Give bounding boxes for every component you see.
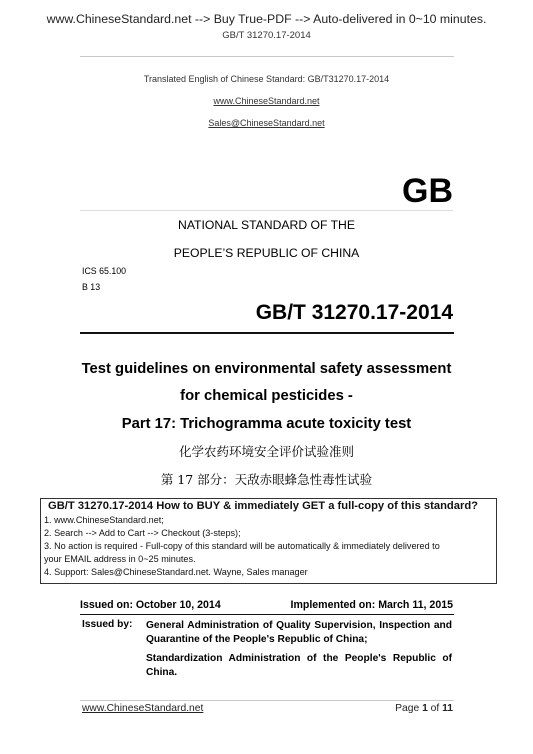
page-prefix: Page [395, 703, 423, 714]
purchase-step-1: 1. www.ChineseStandard.net; [44, 515, 164, 525]
national-standard-line2: PEOPLE’S REPUBLIC OF CHINA [173, 246, 360, 260]
classification-code: B 13 [82, 282, 101, 292]
email-link[interactable]: Sales@ChineseStandard.net [208, 118, 325, 128]
translated-note: Translated English of Chinese Standard: GB/T31270.17-2014 [143, 74, 390, 84]
footer-divider [80, 700, 454, 701]
purchase-box-title: GB/T 31270.17-2014 How to BUY & immediately GET a full-copy of this standard? [48, 500, 478, 512]
page-total: 11 [442, 703, 453, 714]
gb-logo: GB [402, 172, 453, 210]
page-current: 1 [422, 703, 428, 714]
chinese-title-1: 化学农药环境安全评价试验准则 [178, 444, 354, 459]
title-line-2: for chemical pesticides - [180, 388, 353, 404]
issued-on-date: Issued on: October 10, 2014 [80, 599, 221, 611]
page-indicator [395, 703, 453, 714]
header-divider [80, 56, 454, 57]
ics-code: ICS 65.100 [82, 266, 127, 276]
logo-divider [80, 210, 453, 211]
purchase-step-2: 2. Search --> Add to Cart --> Checkout (3-steps); [44, 528, 241, 538]
page-mid: of [427, 703, 443, 714]
issuing-organization-2: Standardization Administration of the People's Republic of China. [146, 653, 452, 678]
banner-line: www.ChineseStandard.net --> Buy True-PDF --> Auto-delivered in 0~10 minutes. [46, 12, 487, 26]
purchase-step-3: 3. No action is required - Full-copy of this standard will be automatically & immediately delivered to [44, 541, 440, 551]
website-link[interactable]: www.ChineseStandard.net [213, 96, 320, 106]
purchase-step-4: 4. Support: Sales@ChineseStandard.net. Wayne, Sales manager [44, 567, 308, 577]
title-divider [80, 332, 454, 334]
national-standard-line1: NATIONAL STANDARD OF THE [178, 218, 355, 232]
title-line-3: Part 17: Trichogramma acute toxicity test [121, 416, 412, 432]
issued-by-label: Issued by: [82, 619, 133, 630]
issuing-organization-1: General Administration of Quality Supervision, Inspection and Quarantine of the People's Republic of China; [146, 620, 452, 645]
title-line-1: Test guidelines on environmental safety assessment [81, 361, 452, 377]
standard-number: GB/T 31270.17-2014 [255, 301, 453, 324]
dates-divider [80, 614, 454, 615]
banner-standard-number: GB/T 31270.17-2014 [222, 30, 311, 41]
purchase-step-3-cont: your EMAIL address in 0~25 minutes. [44, 554, 196, 564]
footer-website-link[interactable]: www.ChineseStandard.net [82, 703, 204, 714]
implemented-on-date: Implemented on: March 11, 2015 [290, 599, 453, 611]
chinese-title-2: 第 17 部分：天敌赤眼蜂急性毒性试验 [160, 472, 373, 487]
